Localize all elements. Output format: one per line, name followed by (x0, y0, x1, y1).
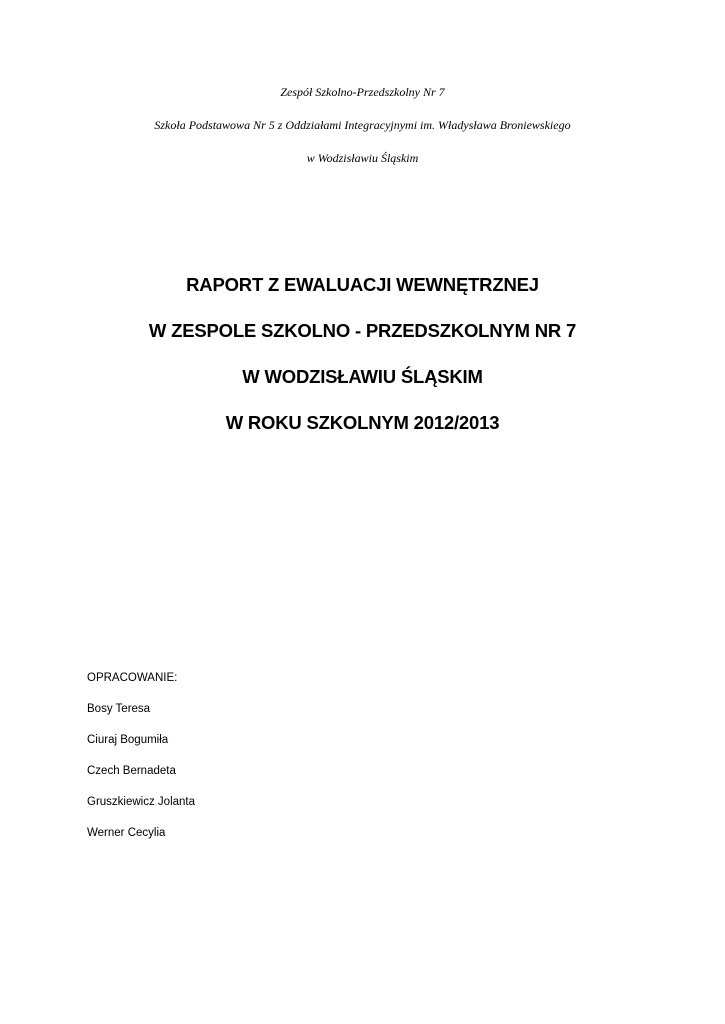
authors-label: OPRACOWANIE: (87, 672, 178, 684)
title-line-4: W ROKU SZKOLNYM 2012/2013 (225, 412, 500, 433)
author-name: Ciuraj Bogumiła (87, 734, 169, 746)
author-name: Czech Bernadeta (87, 765, 176, 777)
school-location: w Wodzisławiu Śląskim (306, 151, 419, 165)
authors-section (87, 670, 195, 856)
report-title (0, 272, 725, 456)
author-name: Gruszkiewicz Jolanta (87, 796, 196, 808)
author-name: Werner Cecylia (87, 827, 166, 839)
school-name: Szkoła Podstawowa Nr 5 z Oddziałami Integracyjnymi im. Władysława Broniewskiego (154, 118, 571, 132)
title-line-1: RAPORT Z EWALUACJI WEWNĘTRZNEJ (186, 274, 539, 295)
title-line-3: W WODZISŁAWIU ŚLĄSKIM (242, 366, 483, 387)
author-name: Bosy Teresa (87, 703, 151, 715)
title-line-2: W ZESPOLE SZKOLNO - PRZEDSZKOLNYM NR 7 (148, 320, 577, 341)
school-complex-name: Zespół Szkolno-Przedszkolny Nr 7 (280, 85, 445, 99)
school-header (0, 84, 725, 183)
